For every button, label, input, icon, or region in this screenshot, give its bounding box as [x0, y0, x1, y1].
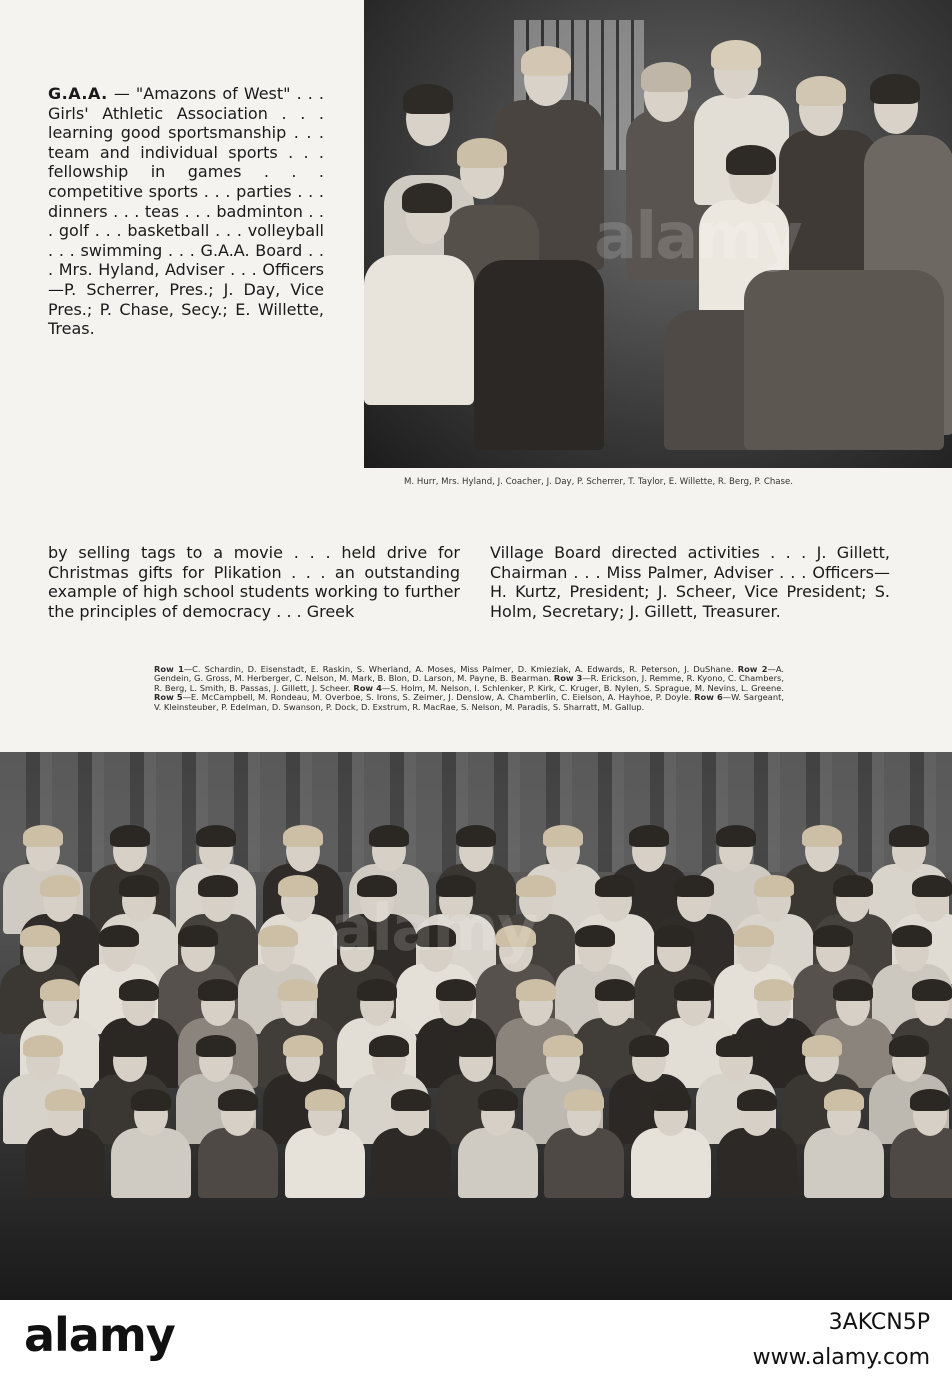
photo-figure-body [458, 1128, 538, 1198]
photo-figure-hair [110, 825, 150, 847]
village-board-group-photo [0, 752, 952, 1300]
village-board-text-left: by selling tags to a movie . . . held drive for Christmas gifts for Plikation . . . an outstanding example of high school students working to further the principles of democracy . . . Greek [48, 543, 460, 621]
village-board-text-right: Village Board directed activities . . . J. Gillett, Chairman . . . Miss Palmer, Adviser . . . Officers—H. Kurtz, President; J. Scheer, Vice President; S. Holm, Secretary; J. Gillett, Treasurer. [490, 543, 890, 621]
photo-figure-hair [833, 979, 873, 1001]
watermark: alamy [594, 200, 801, 274]
photo-figure-hair [833, 875, 873, 897]
photo-figure-hair [178, 925, 218, 947]
row-label: Row 3 [553, 673, 583, 684]
photo-figure-hair [258, 925, 298, 947]
brand-url: www.alamy.com [752, 1345, 930, 1370]
photo-figure-hair [119, 979, 159, 1001]
photo-figure-hair [564, 1089, 604, 1111]
photo-figure-body [25, 1128, 105, 1198]
photo-figure-hair [543, 825, 583, 847]
photo-figure-hair [734, 925, 774, 947]
photo-figure-body [631, 1128, 711, 1198]
photo-figure-hair [629, 1035, 669, 1057]
photo-figure-hair [674, 979, 714, 1001]
photo-figure-hair [110, 1035, 150, 1057]
photo-figure-hair [651, 1089, 691, 1111]
photo-figure-hair [910, 1089, 950, 1111]
photo-figure-hair [716, 1035, 756, 1057]
photo-figure-hair [391, 1089, 431, 1111]
photo-figure-hair [196, 825, 236, 847]
photo-figure-hair [20, 925, 60, 947]
photo-figure-hair [456, 825, 496, 847]
row-label: Row 1 [154, 664, 184, 674]
row-label: Row 2 [737, 664, 768, 674]
photo-figure-hair [369, 825, 409, 847]
photo-figure-hair [754, 979, 794, 1001]
photo-figure-hair [478, 1089, 518, 1111]
photo-figure-hair [278, 979, 318, 1001]
row-names: —W. Sargeant, V. Kleinsteuber, P. Edelman, D. Swanson, P. Dock, D. Exstrum, R. MacRae, S. Nelson, M. Paradis, S. Sharratt, M. Gallup. [154, 692, 785, 712]
photo-figure-hair [131, 1089, 171, 1111]
photo-figure-body [111, 1128, 191, 1198]
photo-figure-hair [198, 875, 238, 897]
photo-figure-hair [737, 1089, 777, 1111]
gaa-description [48, 84, 324, 339]
photo-figure-hair [754, 875, 794, 897]
photo-figure-body [890, 1128, 952, 1198]
row-names: —A. Gendein, G. Gross, M. Herberger, C. Nelson, M. Mark, B. Blon, D. Larson, M. Payne, B. Bearman. [154, 664, 784, 684]
photo-figure-hair [802, 825, 842, 847]
photo-figure-hair [595, 979, 635, 1001]
row-label: Row 6 [694, 692, 723, 703]
image-id: 3AKCN5P [828, 1310, 930, 1335]
photo-figure-hair [305, 1089, 345, 1111]
photo-figure-hair [892, 925, 932, 947]
photo-figure-hair [198, 979, 238, 1001]
photo-figure-hair [629, 825, 669, 847]
gaa-group-photo [364, 0, 952, 468]
photo-figure-body [198, 1128, 278, 1198]
photo-figure-body [285, 1128, 365, 1198]
photo-figure-hair [218, 1089, 258, 1111]
photo-figure-hair [889, 825, 929, 847]
row-names: —R. Erickson, J. Remme, R. Kyono, C. Chambers, R. Berg, L. Smith, B. Passas, J. Gillett, J. Scheer. [154, 673, 785, 693]
row-label: Row 4 [353, 682, 382, 693]
photo-figure-hair [278, 875, 318, 897]
photo-figure-hair [802, 1035, 842, 1057]
gaa-photo-caption: M. Hurr, Mrs. Hyland, J. Coacher, J. Day, P. Scherrer, T. Taylor, E. Willette, R. Berg, P. Chase. [404, 477, 794, 487]
photo-figure-hair [716, 825, 756, 847]
photo-figure-hair [23, 1035, 63, 1057]
photo-figure-hair [912, 875, 952, 897]
photo-figure-hair [436, 979, 476, 1001]
photo-figure-hair [654, 925, 694, 947]
gaa-heading: G.A.A. [48, 84, 108, 103]
row-names: —C. Schardin, D. Eisenstadt, E. Raskin, S. Wherland, A. Moses, Miss Palmer, D. Kmieziak, A. Edwards, R. Peterson, J. DuShane. [183, 664, 734, 674]
photo-figure-body [804, 1128, 884, 1198]
gaa-body: — "Amazons of West" . . . Girls' Athletic Association . . . learning good sportsmanship . . . team and individual sports . . . fellowship in games . . . competitive sports . . . parties . . . dinners . . . teas . . . badminton . . . golf . . . basketball . . . volleyball . . . swimming . . . G.A.A. Board . . . Mrs. Hyland, Adviser . . . Officers—P. Scherrer, Pres.; J. Day, Vice Pres.; P. Chase, Secy.; E. Willette, Treas. [48, 84, 324, 339]
photo-figure-hair [23, 825, 63, 847]
photo-figure-hair [45, 1089, 85, 1111]
photo-figure-hair [99, 925, 139, 947]
photo-figure-hair [40, 979, 80, 1001]
photo-figure-hair [196, 1035, 236, 1057]
photo-figure-hair [575, 925, 615, 947]
photo-figure-hair [369, 1035, 409, 1057]
row-names: —S. Holm, M. Nelson, I. Schlenker, P. Kirk, C. Kruger, B. Nylen, S. Sprague, M. Nevins, L. Greene. [381, 682, 784, 693]
photo-figure-hair [516, 979, 556, 1001]
photo-figure-body [544, 1128, 624, 1198]
photo-figure-hair [813, 925, 853, 947]
photo-figure-hair [889, 1035, 929, 1057]
photo-figure-hair [283, 825, 323, 847]
brand-logo: alamy [24, 1308, 175, 1362]
photo-figure-hair [40, 875, 80, 897]
village-board-roster [154, 665, 784, 712]
row-label: Row 5 [154, 692, 183, 703]
photo-figure-body [717, 1128, 797, 1198]
photo-figure-hair [283, 1035, 323, 1057]
photo-figure-hair [456, 1035, 496, 1057]
row-names: —E. McCampbell, M. Rondeau, M. Overboe, S. Irons, S. Zeimer, J. Denslow, A. Chamberlin, C. Eielson, A. Hayhoe, P. Doyle. [182, 692, 692, 703]
photo-figure-hair [674, 875, 714, 897]
photo-figure-hair [824, 1089, 864, 1111]
photo-figure-hair [543, 1035, 583, 1057]
photo-figure-hair [357, 979, 397, 1001]
watermark: alamy [330, 892, 537, 966]
photo-figure-body [371, 1128, 451, 1198]
photo-figure-hair [595, 875, 635, 897]
photo-figure-hair [912, 979, 952, 1001]
photo-figure-hair [119, 875, 159, 897]
